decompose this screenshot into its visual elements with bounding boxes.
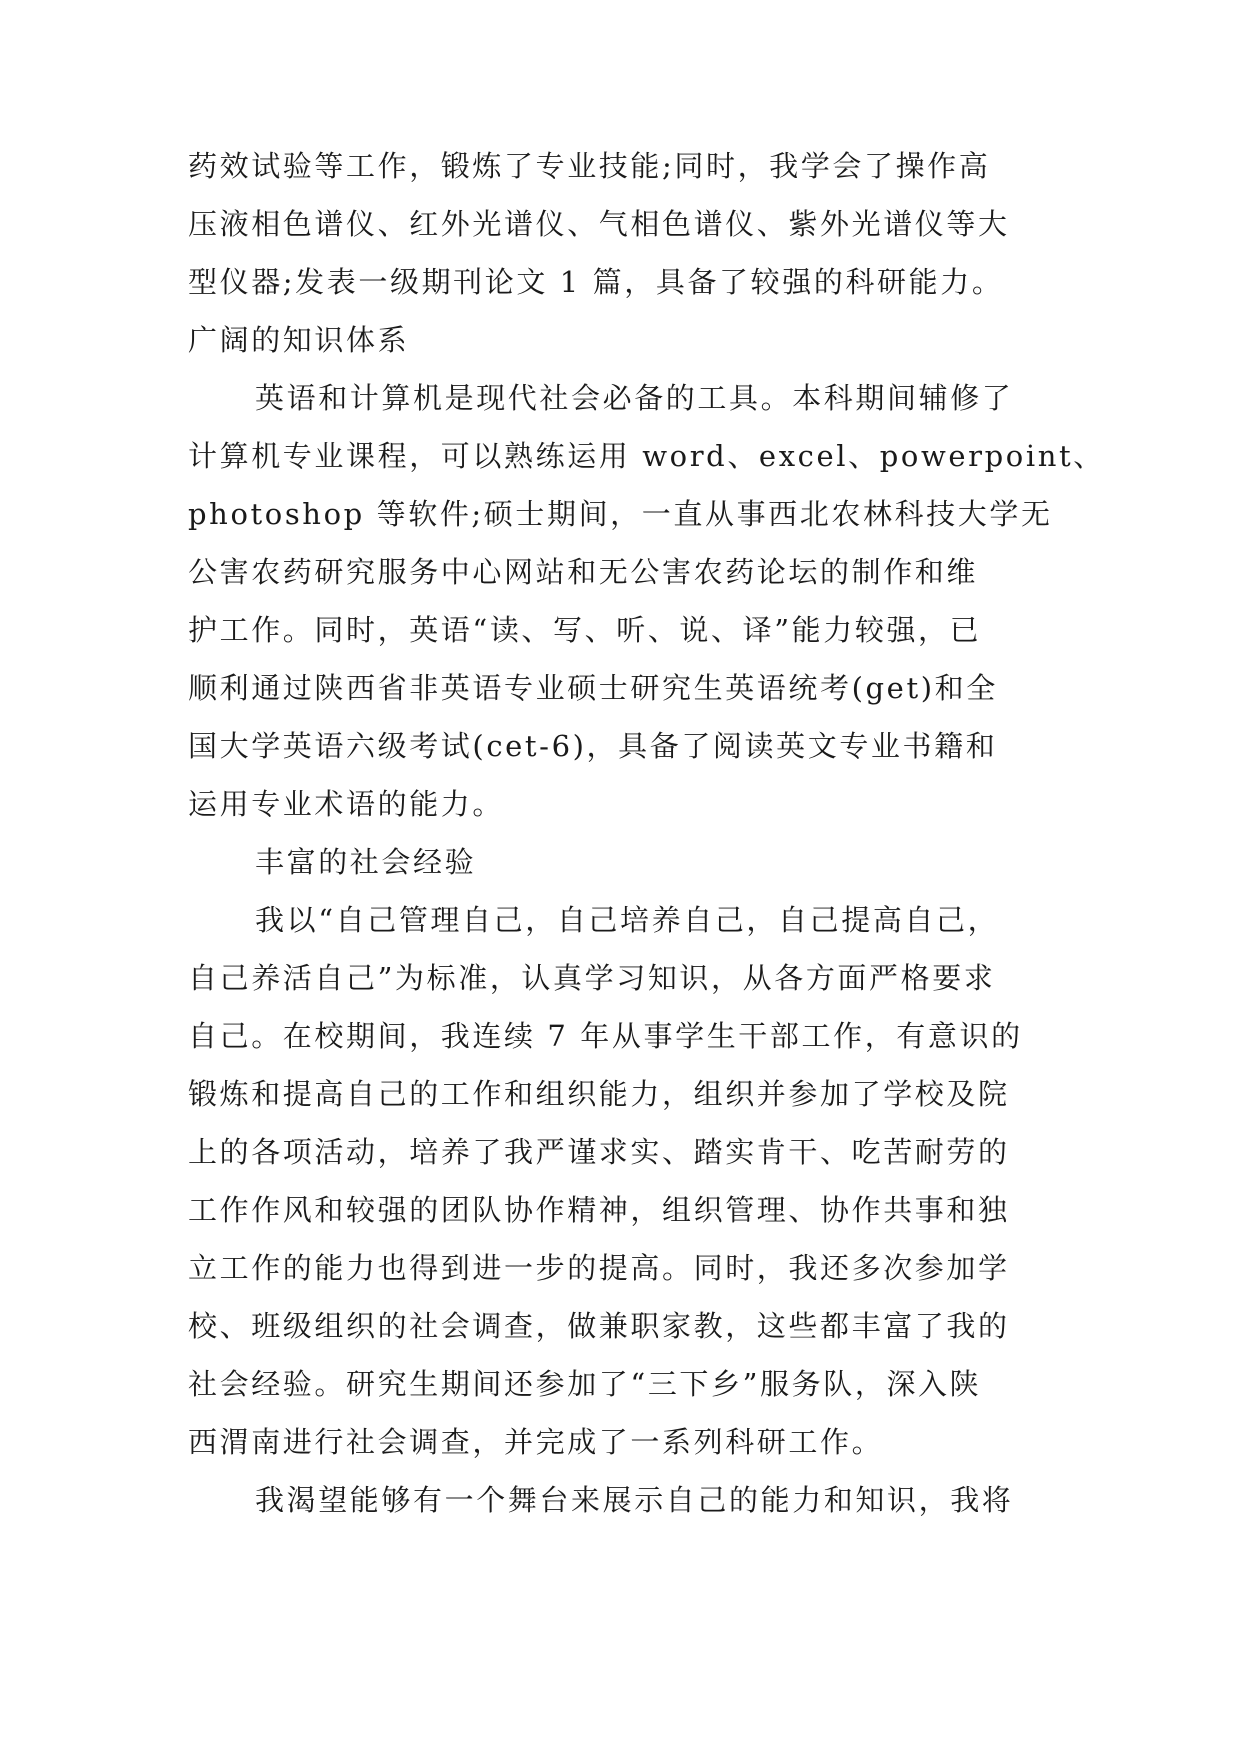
paragraph-line: 运用专业术语的能力。	[188, 787, 505, 821]
paragraph-line: 上的各项活动，培养了我严谨求实、踏实肯干、吃苦耐劳的	[188, 1135, 1010, 1169]
paragraph-line: 校、班级组织的社会调查，做兼职家教，这些都丰富了我的	[188, 1309, 1010, 1343]
paragraph-line: 英语和计算机是现代社会必备的工具。本科期间辅修了	[255, 381, 1014, 415]
paragraph-line: 公害农药研究服务中心网站和无公害农药论坛的制作和维	[188, 555, 979, 589]
section-heading: 丰富的社会经验	[255, 845, 477, 879]
paragraph-line: photoshop 等软件;硕士期间，一直从事西北农林科技大学无	[188, 497, 1053, 531]
paragraph-line: 压液相色谱仪、红外光谱仪、气相色谱仪、紫外光谱仪等大	[188, 207, 1010, 241]
paragraph-line: 护工作。同时，英语“读、写、听、说、译”能力较强，已	[188, 613, 982, 647]
paragraph-line: 型仪器;发表一级期刊论文 1 篇，具备了较强的科研能力。	[188, 265, 1004, 299]
paragraph-line: 立工作的能力也得到进一步的提高。同时，我还多次参加学	[188, 1251, 1010, 1285]
paragraph-line: 社会经验。研究生期间还参加了“三下乡”服务队，深入陕	[188, 1367, 982, 1401]
paragraph-line: 我渴望能够有一个舞台来展示自己的能力和知识，我将	[255, 1483, 1014, 1517]
paragraph-line: 计算机专业课程，可以熟练运用 word、excel、powerpoint、	[188, 439, 1105, 473]
paragraph-line: 药效试验等工作，锻炼了专业技能;同时，我学会了操作高	[188, 149, 991, 183]
paragraph-line: 国大学英语六级考试(cet-6)，具备了阅读英文专业书籍和	[188, 729, 998, 763]
paragraph-line: 自己养活自己”为标准，认真学习知识，从各方面严格要求	[188, 961, 996, 995]
paragraph-line: 锻炼和提高自己的工作和组织能力，组织并参加了学校及院	[188, 1077, 1010, 1111]
paragraph-line: 工作作风和较强的团队协作精神，组织管理、协作共事和独	[188, 1193, 1010, 1227]
paragraph-line: 自己。在校期间，我连续 7 年从事学生干部工作，有意识的	[188, 1019, 1023, 1053]
paragraph-line: 西渭南进行社会调查，并完成了一系列科研工作。	[188, 1425, 884, 1459]
paragraph-line: 顺利通过陕西省非英语专业硕士研究生英语统考(get)和全	[188, 671, 998, 705]
paragraph-line: 我以“自己管理自己，自己培养自己，自己提高自己，	[255, 903, 1000, 937]
section-heading: 广阔的知识体系	[188, 323, 410, 357]
